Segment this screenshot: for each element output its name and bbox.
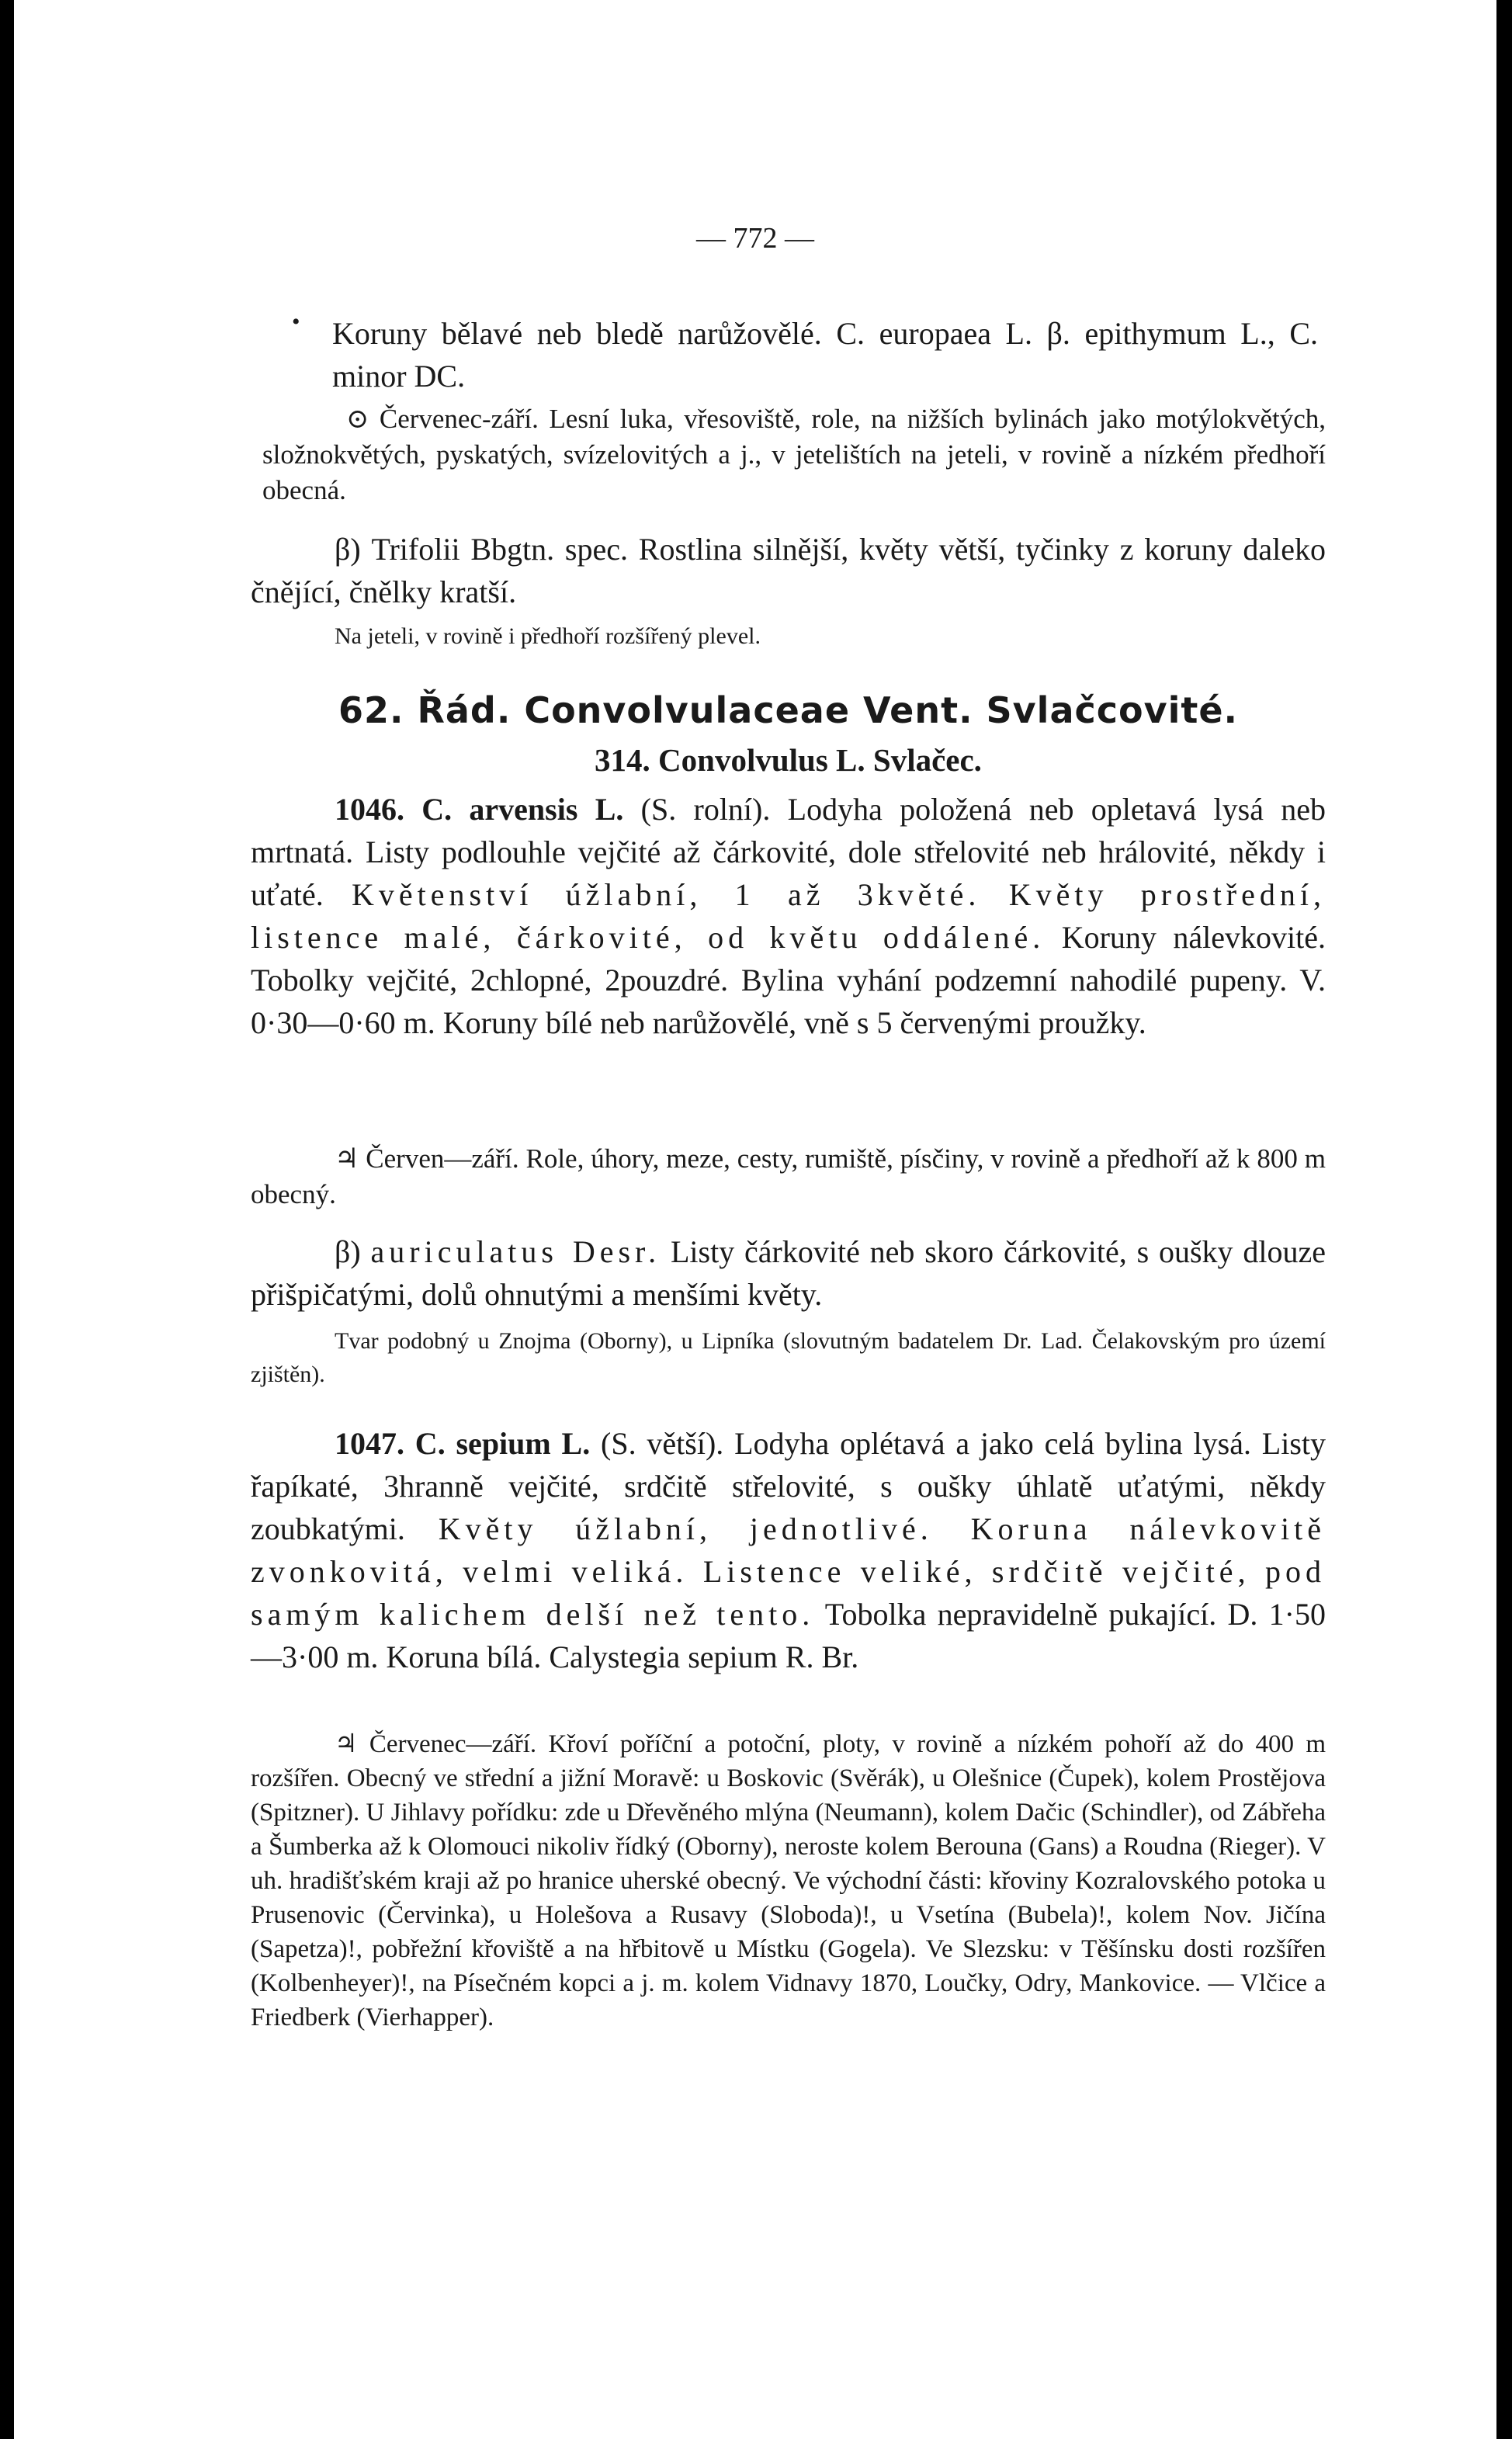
bullet-mark: • [292, 309, 300, 335]
koruny-paragraph [332, 312, 1318, 397]
sepium-text: (S. větší). Lodyha oplétavá a jako celá bylina lysá. Listy řapíkaté, 3hranně vejčité, srdčitě střelovité, s oušky úhlatě uťatými, někdy zoubkatými. [251, 1426, 1326, 1546]
auriculatus-name: auriculatus Desr. [370, 1234, 661, 1269]
sepium-spaced: Květy úžlabní, jednotlivé. Koruna nálevkovitě zvonkovitá, velmi veliká. Listence veliké, srdčitě vejčité, pod samým kalichem delší než tento. [251, 1511, 1326, 1632]
sepium-name: 1047. C. sepium L. [335, 1426, 591, 1461]
trifolii-paragraph: β) Trifolii Bbgtn. spec. Rostlina silnější, květy větší, tyčinky z koruny daleko čnějící, čnělky kratší. [251, 532, 1326, 609]
auriculatus-text: Listy čárkovité neb skoro čárkovité, s oušky dlouze přišpičatými, dolů ohnutými a menšími květy. [251, 1234, 1326, 1312]
arvensis-habitat: ♃ Červen—září. Role, úhory, meze, cesty, rumiště, písčiny, v rovině a předhoří až k 800 m obecný. [251, 1143, 1326, 1209]
order-title: 62. Řád. Convolvulaceae Vent. Svlačcovité. [338, 689, 1239, 731]
koruny-habitat: ⊙ Červenec-září. Lesní luka, vřesoviště, role, na nižších bylinách jako motýlokvětých, složnokvětých, pyskatých, svízelovitých a j., v jetelištích na jeteli, v rovině a nízkém předhoří obecná. [262, 404, 1326, 505]
arvensis-spaced-inflorescence: Květenství úžlabní, 1 až 3květé. [352, 877, 981, 912]
sepium-paragraph [251, 1422, 1326, 1678]
trifolii-habitat: Na jeteli, v rovině i předhoří rozšířený plevel. [335, 623, 761, 649]
sepium-habitat: ♃ Červenec—září. Křoví poříční a potoční, ploty, v rovině a nízkém pohoří až do 400 m rozšířen. Obecný ve střední a jižní Moravě: u Boskovic (Svěrák), u Olešnice (Čupek), kolem Prostějova (Spitzner). U Jihlavy pořídku: zde u Dřevěného mlýna (Neumann), kolem Dačic (Schindler), od Zábřeha a Šumberka až k Olomouci nikoliv řídký (Oborny), neroste kolem Berouna (Gans) a Roudna (Rieger). V uh. hradišťském kraji až po hranice uherské obecný. Ve východní části: křoviny Kozralovského potoka u Prusenovic (Červinka), u Holešova a Rusavy (Sloboda)!, u Vsetína (Bubela)!, kolem Nov. Jičína (Sapetza)!, pobřežní křoviště a na hřbitově u Místku (Gogela). Ve Slezsku: v Těšínsku dosti rozšířen (Kolbenheyer)!, na Písečném kopci a j. m. kolem Vidnavy 1870, Loučky, Odry, Mankovice. — Vlčice a Friedberk (Vierhapper). [251, 1730, 1326, 2031]
koruny-text: Koruny bělavé neb bledě narůžovělé. C. europaea L. β. epithymum L., C. minor DC. [332, 316, 1318, 394]
book-page [14, 0, 1496, 2439]
auriculatus-paragraph [251, 1230, 1326, 1316]
arvensis-gap [980, 877, 1008, 912]
arvensis-spaced-flowers: Květy prostřední, listence malé, čárkovité, od květu oddálené. [251, 877, 1326, 955]
auriculatus-note: Tvar podobný u Znojma (Oborny), u Lipníka (slovutným badatelem Dr. Lad. Čelakovským pro území zjištěn). [251, 1328, 1326, 1387]
arvensis-text-2: Koruny nálevkovité. Tobolky vejčité, 2chlopné, 2pouzdré. Bylina vyhání podzemní nahodilé pupeny. V. 0·30—0·60 m. Koruny bílé neb narůžovělé, vně s 5 červenými proužky. [251, 920, 1326, 1040]
genus-title: 314. Convolvulus L. Svlačec. [595, 742, 982, 778]
arvensis-paragraph [251, 788, 1326, 1044]
arvensis-name: 1046. C. arvensis L. [335, 792, 624, 827]
auriculatus-label: β) [335, 1234, 371, 1269]
arvensis-text: (S. rolní). Lodyha položená neb opletavá lysá neb mrtnatá. Listy podlouhle vejčité až čárkovité, dole střelovité neb hrálovité, někdy i uťaté. [251, 792, 1326, 912]
sepium-text-2: Tobolka nepravidelně pukající. D. 1·50—3·00 m. Koruna bílá. Calystegia sepium R. Br. [251, 1597, 1326, 1674]
page-number: — 772 — [696, 222, 814, 255]
